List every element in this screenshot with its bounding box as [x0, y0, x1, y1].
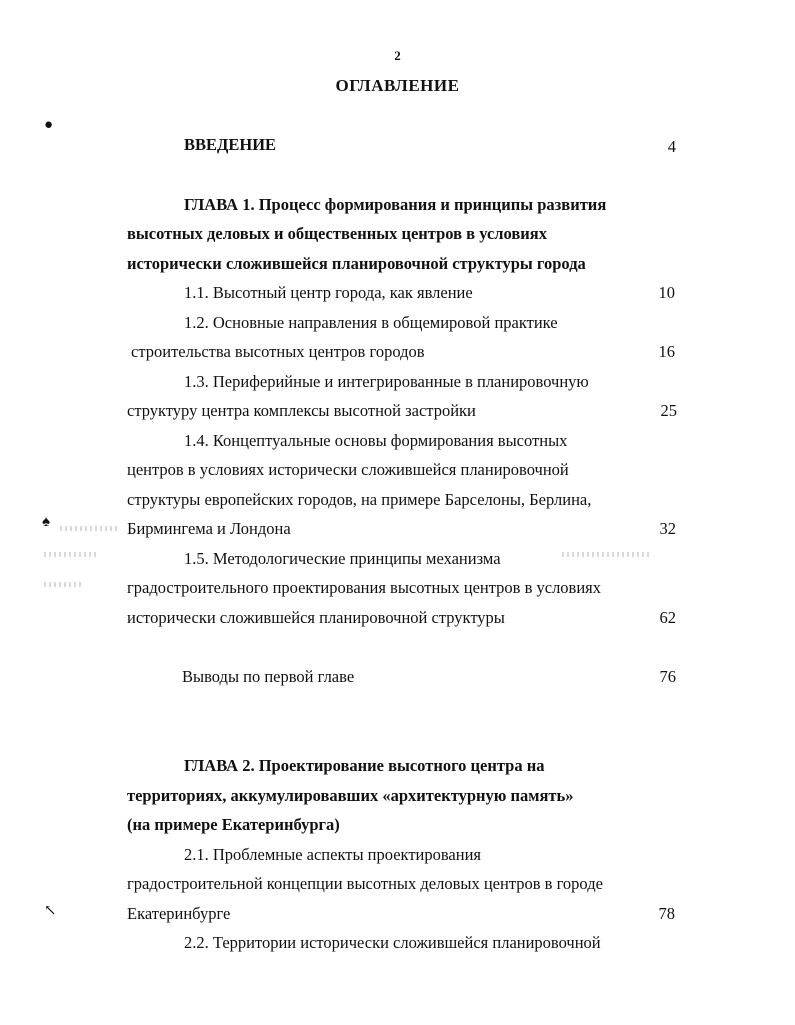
- chapter2-heading-line: ГЛАВА 2. Проектирование высотного центра на: [184, 756, 545, 775]
- toc-entry-2-1: 2.1. Проблемные аспекты проектирования: [184, 845, 481, 864]
- toc-entry-1-4: Бирмингема и Лондона: [127, 519, 291, 538]
- toc-page-1-3: 25: [660, 401, 677, 420]
- toc-page-1-2: 16: [658, 342, 675, 361]
- toc-entry-1-3: 1.3. Периферийные и интегрированные в планировочную: [184, 372, 589, 391]
- toc-entry-2-2: 2.2. Территории исторически сложившейся планировочной: [184, 933, 601, 952]
- scan-smudge: [44, 552, 99, 557]
- toc-page-2-1: 78: [658, 904, 675, 923]
- chapter1-heading-line: ГЛАВА 1. Процесс формирования и принципы развития: [184, 195, 607, 214]
- toc-conclusions-label: Выводы по первой главе: [182, 667, 355, 686]
- scan-blot-mark: ♠: [42, 514, 50, 530]
- toc-entry-2-1: Екатеринбурге: [127, 904, 231, 923]
- toc-entry-1-3: структуру центра комплексы высотной застройки: [127, 401, 476, 420]
- chapter2-heading-line: территориях, аккумулировавших «архитектурную память»: [127, 786, 574, 805]
- toc-page-1-5: 62: [659, 608, 676, 627]
- chapter1-heading-line: высотных деловых и общественных центров в условиях: [127, 224, 547, 243]
- toc-entry-1-4: 1.4. Концептуальные основы формирования высотных: [184, 431, 568, 450]
- scan-tick-mark: ↖: [44, 903, 57, 919]
- toc-entry-1-5: исторически сложившейся планировочной структуры: [127, 608, 505, 627]
- toc-entry-1-4: структуры европейских городов, на примере Барселоны, Берлина,: [127, 490, 592, 509]
- toc-entry-1-5: градостроительного проектирования высотных центров в условиях: [127, 578, 602, 597]
- toc-entry-1-1: 1.1. Высотный центр города, как явление: [184, 283, 473, 302]
- scan-smudge: [60, 526, 120, 531]
- page-title: ОГЛАВЛЕНИЕ: [335, 76, 460, 95]
- page-number: 2: [394, 48, 401, 63]
- scan-dot-mark: ●: [44, 117, 54, 133]
- toc-entry-1-2: 1.2. Основные направления в общемировой практике: [184, 313, 558, 332]
- toc-entry-1-5: 1.5. Методологические принципы механизма: [184, 549, 501, 568]
- toc-entry-1-4: центров в условиях исторически сложившейся планировочной: [127, 460, 569, 479]
- chapter2-heading-line: (на примере Екатеринбурга): [127, 815, 340, 834]
- chapter1-heading-line: исторически сложившейся планировочной структуры города: [127, 254, 586, 273]
- toc-intro-page: 4: [667, 137, 676, 156]
- toc-entry-1-2: строительства высотных центров городов: [131, 342, 425, 361]
- scan-smudge: [562, 552, 652, 557]
- toc-conclusions-page: 76: [659, 667, 676, 686]
- toc-entry-2-1: градостроительной концепции высотных деловых центров в городе: [127, 874, 603, 893]
- toc-page-1-4: 32: [659, 519, 676, 538]
- toc-intro-label: ВВЕДЕНИЕ: [184, 135, 277, 154]
- scan-smudge: [44, 582, 84, 587]
- toc-page-1-1: 10: [658, 283, 675, 302]
